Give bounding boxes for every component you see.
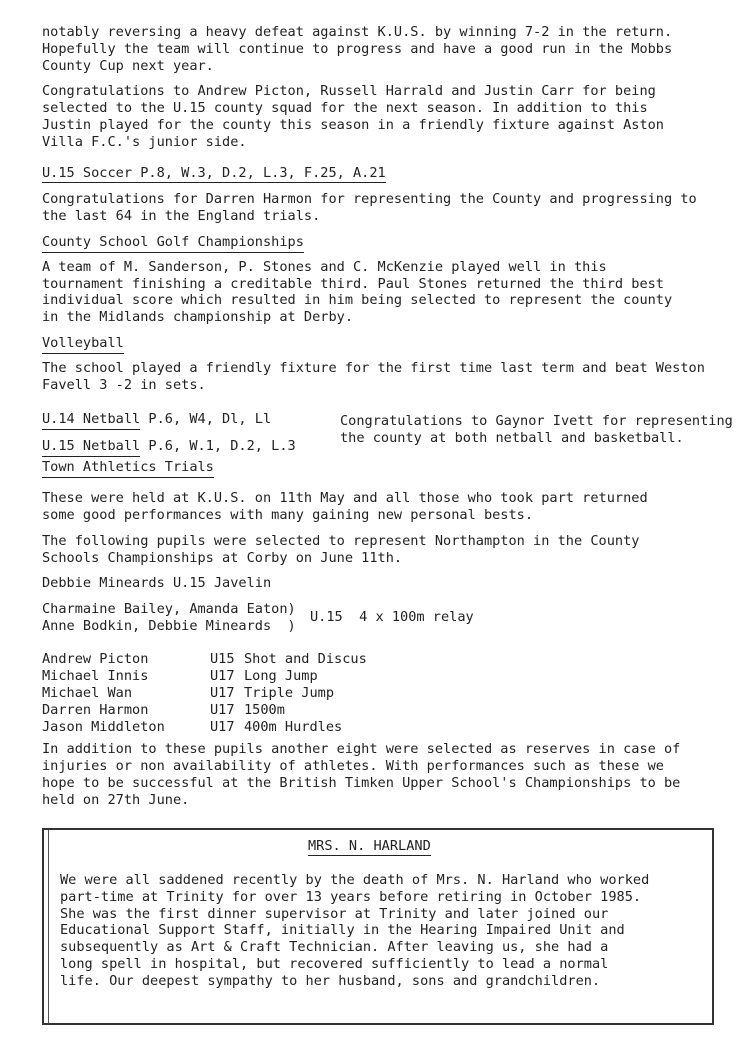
newsletter-page	[42, 24, 732, 808]
section-heading: County School Golf Championships	[42, 234, 304, 253]
text-line: County Cup next year.	[42, 57, 214, 74]
text-line: selected to the U.15 county squad for the next season. In addition to this	[42, 100, 648, 117]
athlete-name: Jason Middleton	[42, 719, 165, 736]
text-line: the county at both netball and basketball.	[340, 430, 684, 447]
obituary-title: MRS. N. HARLAND	[308, 838, 431, 854]
text-line: We were all saddened recently by the death of Mrs. N. Harland who worked	[60, 872, 650, 888]
text-line: tournament finishing a creditable third. Paul Stones returned the third best	[42, 275, 664, 292]
text-line: Favell 3 -2 in sets.	[42, 376, 206, 393]
volleyball-section	[42, 335, 732, 393]
athlete-age-group: U17	[210, 685, 235, 702]
athlete-age-group: U17	[210, 719, 235, 736]
text-line: These were held at K.U.S. on 11th May and all those who took part returned	[42, 490, 648, 507]
athletics-section	[42, 459, 732, 808]
text-line: Schools Championships at Corby on June 11th.	[42, 549, 403, 566]
table-row	[42, 702, 367, 719]
table-row	[42, 719, 367, 736]
athlete-event: Shot and Discus	[244, 651, 367, 668]
athletes-table	[42, 651, 367, 736]
u15-netball-record: P.6, W.1, D.2, L.3	[140, 438, 296, 455]
section-heading: Volleyball	[42, 335, 124, 354]
text-line: held on 27th June.	[42, 791, 190, 808]
text-line: subsequently as Art & Craft Technician. After leaving us, she had a	[60, 939, 609, 956]
athlete-age-group: U17	[210, 702, 235, 719]
text-line: The following pupils were selected to represent Northampton in the County	[42, 532, 640, 549]
athlete-age-group: U17	[210, 668, 235, 685]
u14-netball-label: U.14 Netball	[42, 411, 140, 430]
text-line: individual score which resulted in him being selected to represent the county	[42, 292, 673, 309]
athlete-event: Long Jump	[244, 668, 318, 685]
athlete-name: Andrew Picton	[42, 651, 149, 668]
text-line: Villa F.C.'s junior side.	[42, 133, 247, 150]
text-line: part-time at Trinity for over 13 years before retiring in October 1985.	[60, 888, 642, 905]
text-line: long spell in hospital, but recovered sufficiently to lead a normal	[60, 955, 609, 972]
netball-section	[42, 411, 732, 459]
relay-names-line: Anne Bodkin, Debbie Mineards )	[42, 617, 296, 634]
text-line: Congratulations to Gaynor Ivett for representing	[340, 413, 733, 430]
soccer-intro-paragraph	[42, 24, 732, 74]
relay-entry	[42, 601, 732, 637]
u15-soccer-section	[42, 165, 732, 225]
section-heading: U.15 Soccer P.8, W.3, D.2, L.3, F.25, A.21	[42, 165, 386, 184]
text-line: Congratulations to Andrew Picton, Russell Harrald and Justin Carr for being	[42, 83, 656, 100]
golf-section	[42, 234, 732, 326]
athlete-name: Darren Harmon	[42, 702, 149, 719]
athlete-event: 400m Hurdles	[244, 719, 343, 736]
table-row	[42, 685, 367, 702]
athlete-event: Triple Jump	[244, 685, 335, 702]
text-line: Educational Support Staff, initially in the Hearing Impaired Unit and	[60, 922, 625, 939]
text-line: life. Our deepest sympathy to her husband, sons and grandchildren.	[60, 972, 601, 989]
table-row	[42, 651, 367, 668]
table-row	[42, 668, 367, 685]
text-line: in the Midlands championship at Derby.	[42, 309, 353, 326]
text-line: Justin played for the county this season in a friendly fixture against Aston	[42, 116, 664, 133]
text-line: injuries or non availability of athletes. With performances such as these we	[42, 757, 664, 774]
obituary-box	[42, 828, 714, 1025]
text-line: Congratulations for Darren Harmon for representing the County and progressing to	[42, 191, 697, 208]
text-line: the last 64 in the England trials.	[42, 208, 321, 225]
athlete-event: 1500m	[244, 702, 285, 719]
javelin-entry: Debbie Mineards U.15 Javelin	[42, 575, 272, 592]
text-line: hope to be successful at the British Timken Upper School's Championships to be	[42, 774, 681, 791]
section-heading: Town Athletics Trials	[42, 459, 214, 478]
county-squad-paragraph	[42, 83, 732, 150]
u14-netball-record: P.6, W4, Dl, Ll	[140, 411, 272, 428]
netball-congratulations	[340, 413, 750, 447]
text-line: A team of M. Sanderson, P. Stones and C. McKenzie played well in this	[42, 258, 607, 275]
text-line: She was the first dinner supervisor at Trinity and later joined our	[60, 905, 609, 922]
relay-event: U.15 4 x 100m relay	[310, 609, 474, 626]
text-line: notably reversing a heavy defeat against K.U.S. by winning 7-2 in the return.	[42, 24, 673, 40]
athlete-name: Michael Wan	[42, 685, 133, 702]
text-line: some good performances with many gaining new personal bests.	[42, 506, 534, 523]
athlete-age-group: U15	[210, 651, 235, 668]
u15-netball-label: U.15 Netball	[42, 438, 140, 457]
obituary-body	[60, 872, 700, 990]
text-line: Hopefully the team will continue to progress and have a good run in the Mobbs	[42, 40, 673, 57]
text-line: In addition to these pupils another eight were selected as reserves in case of	[42, 741, 681, 758]
relay-names-line: Charmaine Bailey, Amanda Eaton)	[42, 601, 296, 618]
text-line: The school played a friendly fixture for the first time last term and beat Weston	[42, 359, 705, 376]
athlete-name: Michael Innis	[42, 668, 149, 685]
